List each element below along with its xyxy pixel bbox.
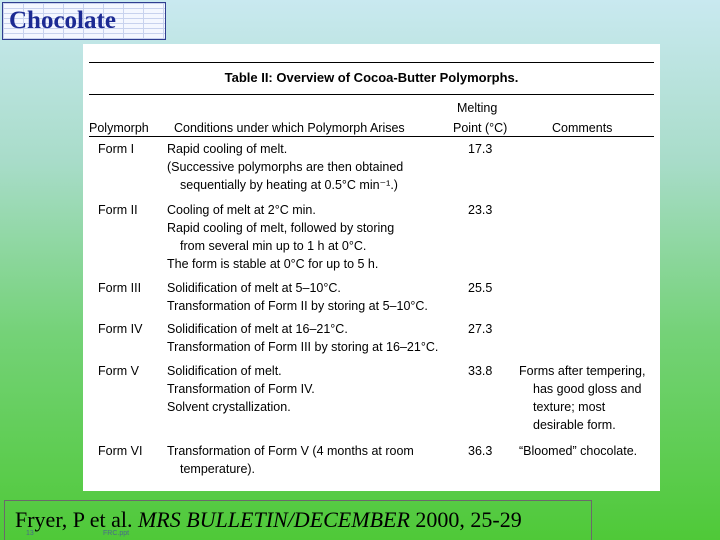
condition-line: Solidification of melt at 5–10°C. (167, 281, 341, 295)
condition-line: Cooling of melt at 2°C min. (167, 203, 316, 217)
melting-point: 17.3 (468, 142, 493, 156)
condition-line: Transformation of Form IV. (167, 382, 315, 396)
polymorph-name: Form V (98, 364, 139, 378)
header-bottom-rule (89, 136, 654, 137)
condition-line: Rapid cooling of melt, followed by storing (167, 221, 395, 235)
header-polymorph: Polymorph (89, 121, 149, 135)
condition-line: The form is stable at 0°C for up to 5 h. (167, 257, 379, 271)
comment-line: has good gloss and (533, 382, 642, 396)
comment-line: desirable form. (533, 418, 616, 432)
polymorph-name: Form VI (98, 444, 143, 458)
citation-journal: MRS BULLETIN/DECEMBER (137, 507, 410, 532)
condition-line: temperature). (180, 462, 256, 476)
comment-line: Forms after tempering, (519, 364, 646, 378)
citation-authors: Fryer, P et al. (15, 507, 133, 532)
melting-point: 23.3 (468, 203, 493, 217)
header-comments: Comments (552, 121, 613, 135)
slide-number: 13 (26, 530, 34, 537)
header-melting-line1: Melting (457, 101, 498, 115)
condition-line: Solidification of melt. (167, 364, 282, 378)
citation-details: 2000, 25-29 (415, 507, 522, 532)
polymorph-name: Form IV (98, 322, 143, 336)
condition-line: Solidification of melt at 16–21°C. (167, 322, 348, 336)
slide-title: Chocolate (9, 7, 116, 34)
slide-title-box (2, 2, 166, 40)
polymorph-name: Form I (98, 142, 135, 156)
condition-line: Transformation of Form V (4 months at room (167, 444, 414, 458)
comment-line: texture; most (533, 400, 606, 414)
citation-box (4, 500, 592, 540)
condition-line: Transformation of Form II by storing at 5–10°C. (167, 299, 428, 313)
table-image (83, 44, 660, 491)
header-top-rule (89, 94, 654, 95)
condition-line: Transformation of Form III by storing at 16–21°C. (167, 340, 439, 354)
header-melting-line2: Point (°C) (453, 121, 508, 135)
condition-line: sequentially by heating at 0.5°C min⁻¹.) (180, 178, 398, 192)
table-title: Table II: Overview of Cocoa-Butter Polymorphs. (224, 70, 519, 85)
melting-point: 25.5 (468, 281, 493, 295)
polymorph-name: Form III (98, 281, 142, 295)
table-top-rule (89, 62, 654, 63)
condition-line: (Successive polymorphs are then obtained (167, 160, 404, 174)
condition-line: Rapid cooling of melt. (167, 142, 288, 156)
condition-line: from several min up to 1 h at 0°C. (180, 239, 367, 253)
header-conditions: Conditions under which Polymorph Arises (174, 121, 405, 135)
comment-line: “Bloomed” chocolate. (519, 444, 638, 458)
polymorph-name: Form II (98, 203, 138, 217)
footer-filename: FRC.ppt (103, 530, 130, 537)
condition-line: Solvent crystallization. (167, 400, 291, 414)
melting-point: 33.8 (468, 364, 493, 378)
melting-point: 36.3 (468, 444, 493, 458)
melting-point: 27.3 (468, 322, 493, 336)
